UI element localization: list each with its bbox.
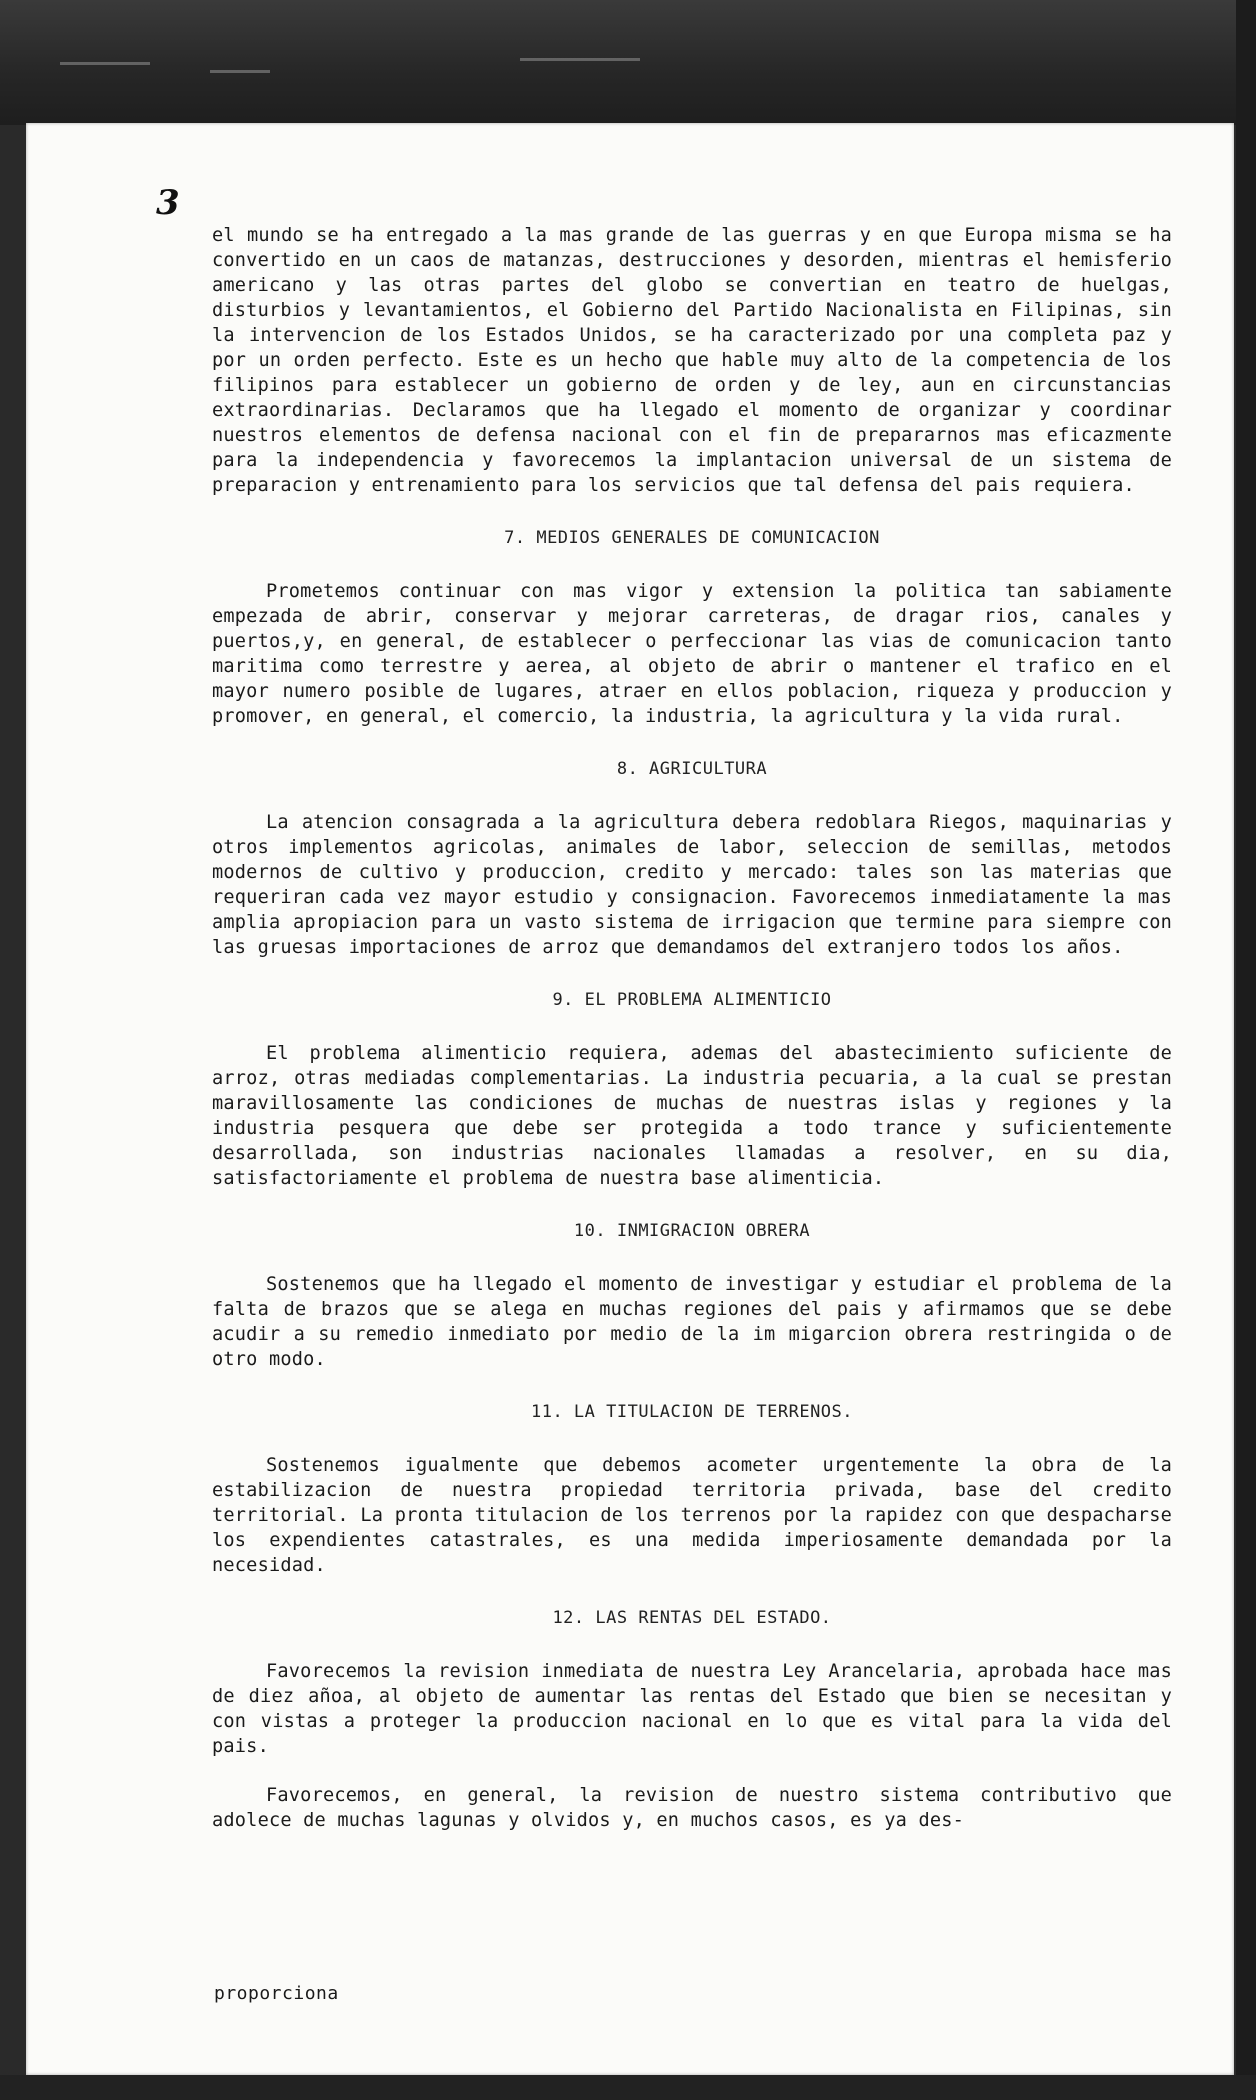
section-paragraph: Sostenemos que ha llegado el momento de investigar y estudiar el problema de la falta de brazos que se alega en muchas regiones del pais y afirmamos que se debe acudir a su remedio inmediato por medio de la im migarcion obrera restringida o de otro modo. <box>212 1274 1172 1370</box>
section-heading: 7. MEDIOS GENERALES DE COMUNICACION <box>504 528 880 548</box>
page-number-mark: 3 <box>156 183 180 223</box>
section-heading: 12. LAS RENTAS DEL ESTADO. <box>552 1608 832 1628</box>
scan-noise <box>210 70 270 73</box>
scan-noise <box>520 58 640 61</box>
section-7 <box>212 526 1172 729</box>
section-paragraph: Sostenemos igualmente que debemos acometer urgentemente la obra de la estabilizacion de nuestra propiedad territoria privada, base del credito territorial. La pronta titulacion de los terrenos por la rapidez con que despacharse los expendientes catastrales, es una medida imperiosamente demandada por la necesidad. <box>212 1455 1172 1576</box>
section-9 <box>212 988 1172 1191</box>
section-heading: 9. EL PROBLEMA ALIMENTICIO <box>552 990 832 1010</box>
document-page <box>26 123 1234 2075</box>
page-trailer-word: proporciona <box>214 1983 339 2004</box>
intro-paragraph: el mundo se ha entregado a la mas grande de las guerras y en que Europa misma se ha convertido en un caos de matanzas, destrucciones y desorden, mientras el hemisferio americano y las otras partes del globo se convertian en teatro de huelgas, disturbios y levantamientos, el Gobierno del Partido Nacionalista en Filipinas, sin la intervencion de los Estados Unidos, se ha caracterizado por una completa paz y por un orden perfecto. Este es un hecho que hable muy alto de la competencia de los filipinos para establecer un gobierno de orden y de ley, aun en circunstancias extraordinarias. Declaramos que ha llegado el momento de organizar y coordinar nuestros elementos de defensa nacional con el fin de prepararnos mas eficazmente para la independencia y favorecemos la implantacion universal de un sistema de preparacion y entrenamiento para los servicios que tal defensa del pais requiera. <box>212 225 1172 496</box>
section-10 <box>212 1219 1172 1372</box>
section-paragraph: El problema alimenticio requiera, ademas del abastecimiento suficiente de arroz, otras mediadas complementarias. La industria pecuaria, a la cual se prestan maravillosamente las condiciones de muchas de nuestras islas y regiones y la industria pesquera que debe ser protegida a todo trance y suficientemente desarrollada, son industrias nacionales llamadas a resolver, en su dia, satisfactoriamente el problema de nuestra base alimenticia. <box>212 1043 1172 1189</box>
scan-frame-right <box>1236 0 1256 2100</box>
section-paragraph: La atencion consagrada a la agricultura debera redoblara Riegos, maquinarias y otros implementos agricolas, animales de labor, seleccion de semillas, metodos modernos de cultivo y produccion, credito y mercado: tales son las materias que requeriran cada vez mayor estudio y consignacion. Favorecemos inmediatamente la mas amplia apropiacion para un vasto sistema de irrigacion que termine para siempre con las gruesas importaciones de arroz que demandamos del extranjero todos los años. <box>212 812 1172 958</box>
section-12 <box>212 1606 1172 1833</box>
scan-frame-bottom <box>0 2075 1256 2100</box>
document-body <box>212 223 1172 1833</box>
section-8 <box>212 757 1172 960</box>
section-paragraph: Favorecemos, en general, la revision de nuestro sistema contributivo que adolece de muchas lagunas y olvidos y, en muchos casos, es ya des- <box>212 1785 1172 1831</box>
section-11 <box>212 1400 1172 1578</box>
section-paragraph: Prometemos continuar con mas vigor y extension la politica tan sabiamente empezada de abrir, conservar y mejorar carreteras, de dragar rios, canales y puertos,y, en general, de establecer o perfeccionar las vias de comunicacion tanto maritima como terrestre y aerea, al objeto de abrir o mantener el trafico en el mayor numero posible de lugares, atraer en ellos poblacion, riqueza y produccion y promover, en general, el comercio, la industria, la agricultura y la vida rural. <box>212 581 1172 727</box>
section-paragraph: Favorecemos la revision inmediata de nuestra Ley Arancelaria, aprobada hace mas de diez añoa, al objeto de aumentar las rentas del Estado que bien se necesitan y con vistas a proteger la produccion nacional en lo que es vital para la vida del pais. <box>212 1661 1172 1757</box>
section-heading: 8. AGRICULTURA <box>616 759 768 779</box>
section-heading: 11. LA TITULACION DE TERRENOS. <box>530 1402 854 1422</box>
scan-frame-top <box>0 0 1256 125</box>
section-heading: 10. INMIGRACION OBRERA <box>573 1221 811 1241</box>
scan-noise <box>60 62 150 65</box>
